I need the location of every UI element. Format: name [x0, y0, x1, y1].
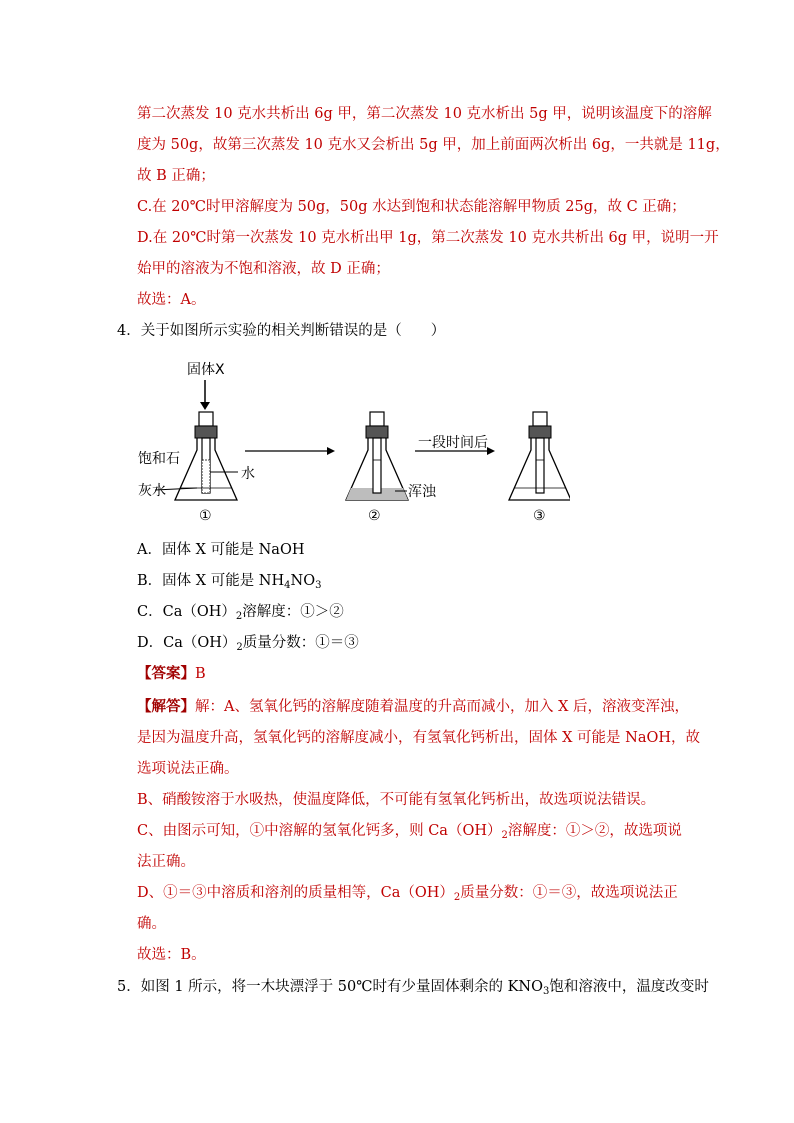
- option-c: [137, 602, 344, 627]
- answer-value: B: [195, 666, 206, 682]
- question-5-stem: [117, 977, 709, 1002]
- prev-solution-line-2: 度为 50g，故第三次蒸发 10 克水又会析出 5g 甲，加上前面两次析出 6g，一共就是 11g，: [137, 137, 730, 153]
- question-number: 5．: [117, 979, 141, 995]
- analysis-b-line: B、硝酸铵溶于水吸热，使温度降低，不可能有氢氧化钙析出，故选项说法错误。: [137, 792, 656, 808]
- flask-1-number: ①: [199, 508, 212, 524]
- option-b-text: B．固体 X 可能是 NH: [137, 573, 285, 589]
- analysis-c-subscript: 2: [501, 830, 508, 841]
- answer-tag: 【答案】: [137, 665, 195, 682]
- answer-line: [137, 664, 206, 684]
- analysis-d-text: D、①＝③中溶质和溶剂的质量相等，Ca（OH）: [137, 885, 454, 901]
- question-text: 关于如图所示实验的相关判断错误的是（ ）: [140, 323, 446, 339]
- analysis-d-line-1: [137, 883, 678, 908]
- after-time-label: 一段时间后: [418, 435, 488, 451]
- question-text-2: 饱和溶液中，温度改变时: [549, 979, 709, 995]
- analysis-c-line-2: 法正确。: [137, 854, 195, 870]
- option-b-subscript-1: 4: [284, 580, 291, 591]
- prev-solution-d-line-2: 始甲的溶液为不饱和溶液，故 D 正确；: [137, 261, 390, 277]
- question-4-stem: [117, 321, 445, 341]
- analysis-line-2: 是因为温度升高，氢氧化钙的溶解度减小，有氢氧化钙析出，固体 X 可能是 NaOH，故: [137, 730, 701, 746]
- analysis-choose: 故选：B。: [137, 947, 206, 963]
- turbid-label: 浑浊: [408, 484, 436, 500]
- option-c-text-2: 溶解度：①＞②: [242, 604, 344, 620]
- water-label: 水: [241, 466, 255, 482]
- option-b-text-2: NO: [290, 573, 316, 589]
- option-b: [137, 571, 321, 596]
- analysis-c-text: C、由图示可知，①中溶解的氢氧化钙多，则 Ca（OH）: [137, 823, 502, 839]
- analysis-d-line-2: 确。: [137, 916, 166, 932]
- prev-solution-choose: 故选：A。: [137, 292, 206, 308]
- question-subscript: 3: [542, 986, 550, 997]
- analysis-d-subscript: 2: [453, 892, 461, 903]
- question-number: 4．: [117, 323, 141, 339]
- flask-3-number: ③: [533, 508, 546, 524]
- analysis-tag: 【解答】: [137, 698, 195, 715]
- option-d-subscript: 2: [236, 642, 243, 653]
- analysis-line-1: [137, 697, 689, 717]
- option-c-subscript: 2: [235, 611, 243, 622]
- flask-2-icon: [346, 412, 408, 500]
- prev-solution-c-line: C.在 20℃时甲溶解度为 50g，50g 水达到饱和状态能溶解甲物质 25g，故 C 正确；: [137, 199, 686, 215]
- flask-1-icon: [155, 380, 238, 500]
- analysis-text: 解：A、氢氧化钙的溶解度随着温度的升高而减小，加入 X 后，溶液变浑浊，: [195, 699, 690, 715]
- option-a: A．固体 X 可能是 NaOH: [137, 542, 305, 558]
- arrow-right-icon: [245, 447, 335, 455]
- analysis-c-line-1: [137, 821, 682, 846]
- flask-2-number: ②: [368, 508, 381, 524]
- question-text: 如图 1 所示，将一木块漂浮于 50℃时有少量固体剩余的 KNO: [140, 979, 543, 995]
- saturated-label-2: 灰水: [138, 483, 166, 499]
- prev-solution-line-1: 第二次蒸发 10 克水共析出 6g 甲，第二次蒸发 10 克水析出 5g 甲，说明该温度下的溶解: [137, 106, 712, 122]
- flask-3-icon: [509, 412, 570, 500]
- option-d-text: D．Ca（OH）: [137, 635, 237, 651]
- saturated-label-1: 饱和石: [138, 451, 180, 467]
- option-c-text: C．Ca（OH）: [137, 604, 236, 620]
- prev-solution-d-line-1: D.在 20℃时第一次蒸发 10 克水析出甲 1g，第二次蒸发 10 克水共析出 6g 甲，说明一开: [137, 230, 719, 246]
- analysis-d-text-2: 质量分数：①＝③，故选项说法正: [460, 885, 678, 901]
- analysis-line-3: 选项说法正确。: [137, 761, 239, 777]
- prev-solution-line-3: 故 B 正确；: [137, 168, 215, 184]
- option-d: [137, 633, 359, 658]
- solid-x-label: 固体X: [187, 362, 225, 378]
- experiment-figure: [135, 350, 570, 525]
- option-d-text-2: 质量分数：①＝③: [242, 635, 359, 651]
- analysis-c-text-2: 溶解度：①＞②，故选项说: [507, 823, 682, 839]
- option-b-subscript-2: 3: [315, 580, 322, 591]
